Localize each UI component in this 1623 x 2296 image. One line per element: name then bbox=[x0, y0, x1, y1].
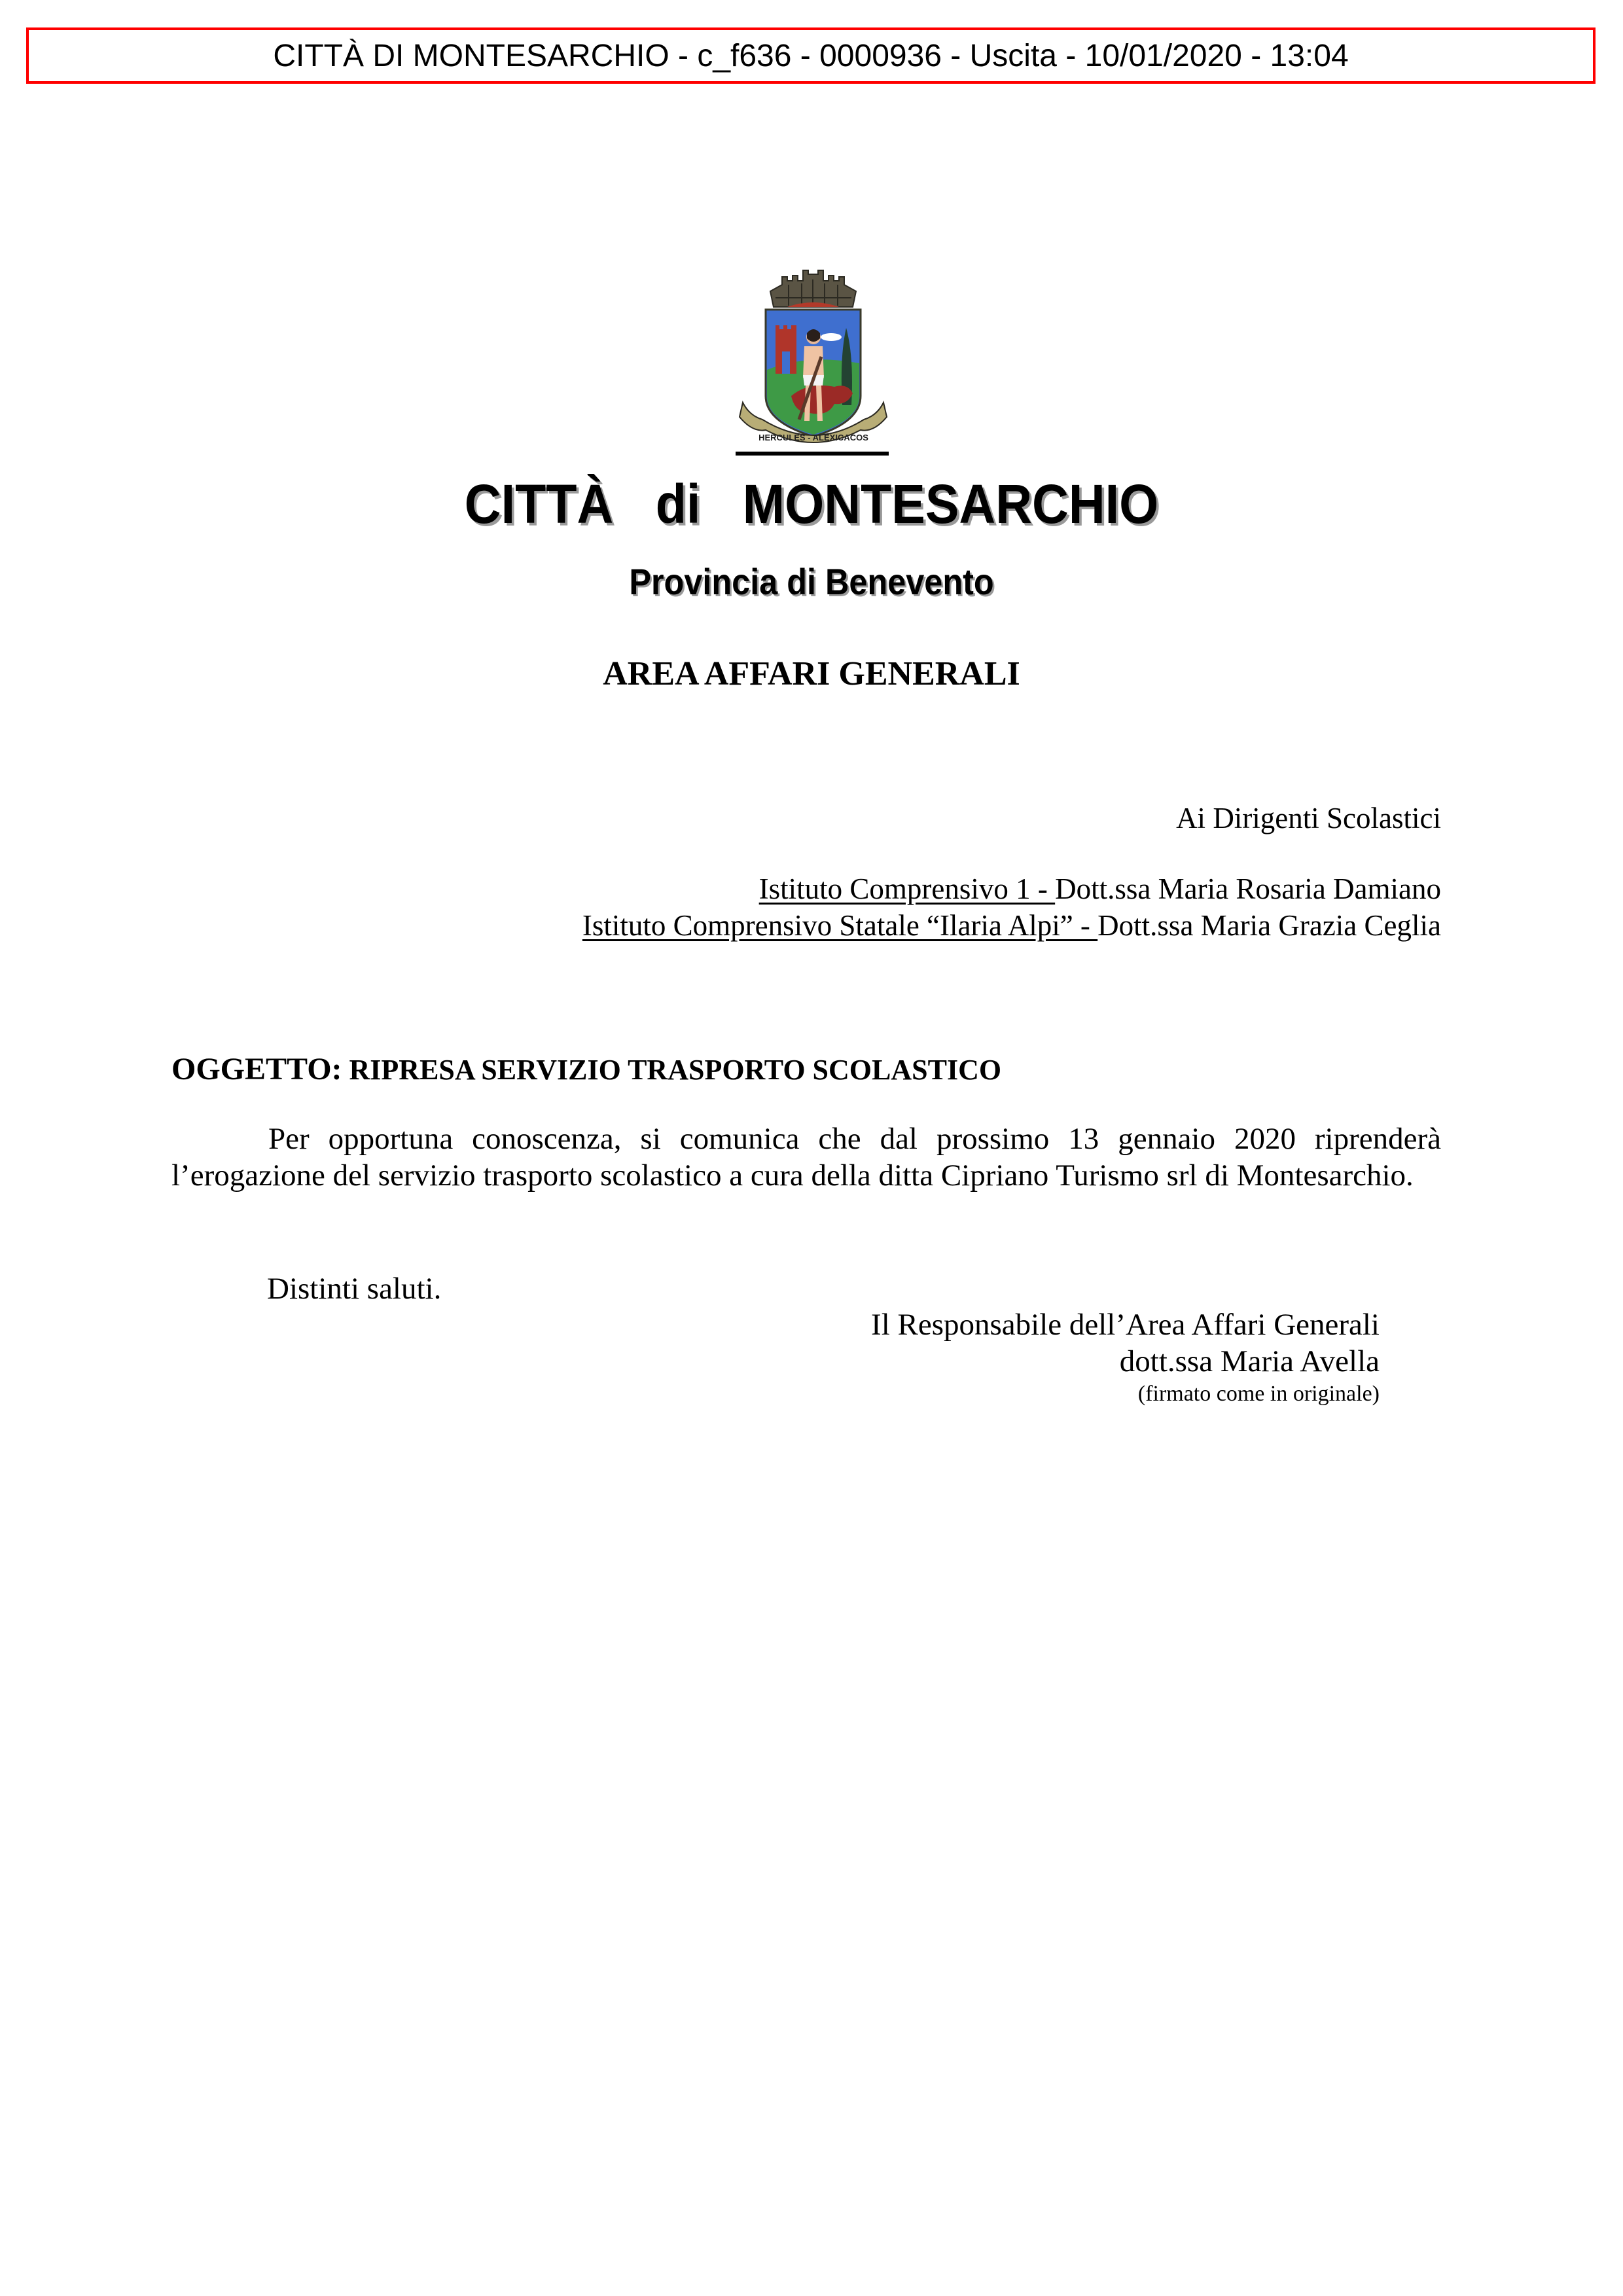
recipient-school: Istituto Comprensivo Statale “Ilaria Alpi” - bbox=[582, 909, 1098, 942]
signatory-name: dott.ssa Maria Avella bbox=[1119, 1344, 1380, 1378]
signature-block bbox=[871, 1306, 1380, 1408]
body-paragraph: Per opportuna conoscenza, si comunica che dal prossimo 13 gennaio 2020 riprenderà l’erogazione del servizio trasporto scolastico a cura della ditta Cipriano Turismo srl di Montesarchio. bbox=[171, 1122, 1441, 1193]
subject-line bbox=[171, 1051, 1001, 1087]
province-subtitle: Provincia di Benevento bbox=[629, 561, 994, 602]
city-title: CITTÀ di MONTESARCHIO bbox=[464, 473, 1159, 535]
recipient-school: Istituto Comprensivo 1 - bbox=[758, 872, 1056, 905]
city-coat-of-arms-icon bbox=[736, 265, 890, 455]
signatory-role: Il Responsabile dell’Area Affari Generali bbox=[871, 1308, 1380, 1342]
protocol-stamp-text: CITTÀ DI MONTESARCHIO - c_f636 - 0000936 - Uscita - 10/01/2020 - 13:04 bbox=[273, 38, 1349, 73]
recipient-line bbox=[582, 907, 1441, 944]
recipient-person: Dott.ssa Maria Grazia Ceglia bbox=[1097, 909, 1441, 942]
recipient-line bbox=[582, 870, 1441, 907]
recipients-greeting: Ai Dirigenti Scolastici bbox=[1176, 802, 1441, 834]
recipients-block bbox=[582, 800, 1441, 944]
recipient-person: Dott.ssa Maria Rosaria Damiano bbox=[1055, 872, 1441, 905]
department-heading: AREA AFFARI GENERALI bbox=[603, 655, 1020, 692]
protocol-stamp bbox=[26, 27, 1596, 84]
closing-salutation: Distinti saluti. bbox=[267, 1272, 442, 1306]
subject-label: OGGETTO: bbox=[171, 1052, 342, 1086]
subject-text: RIPRESA SERVIZIO TRASPORTO SCOLASTICO bbox=[342, 1054, 1002, 1086]
emblem-divider bbox=[736, 452, 889, 456]
emblem-motto: HERCULES - ALEXICACOS bbox=[758, 433, 868, 442]
signature-note: (firmato come in originale) bbox=[1137, 1382, 1380, 1406]
